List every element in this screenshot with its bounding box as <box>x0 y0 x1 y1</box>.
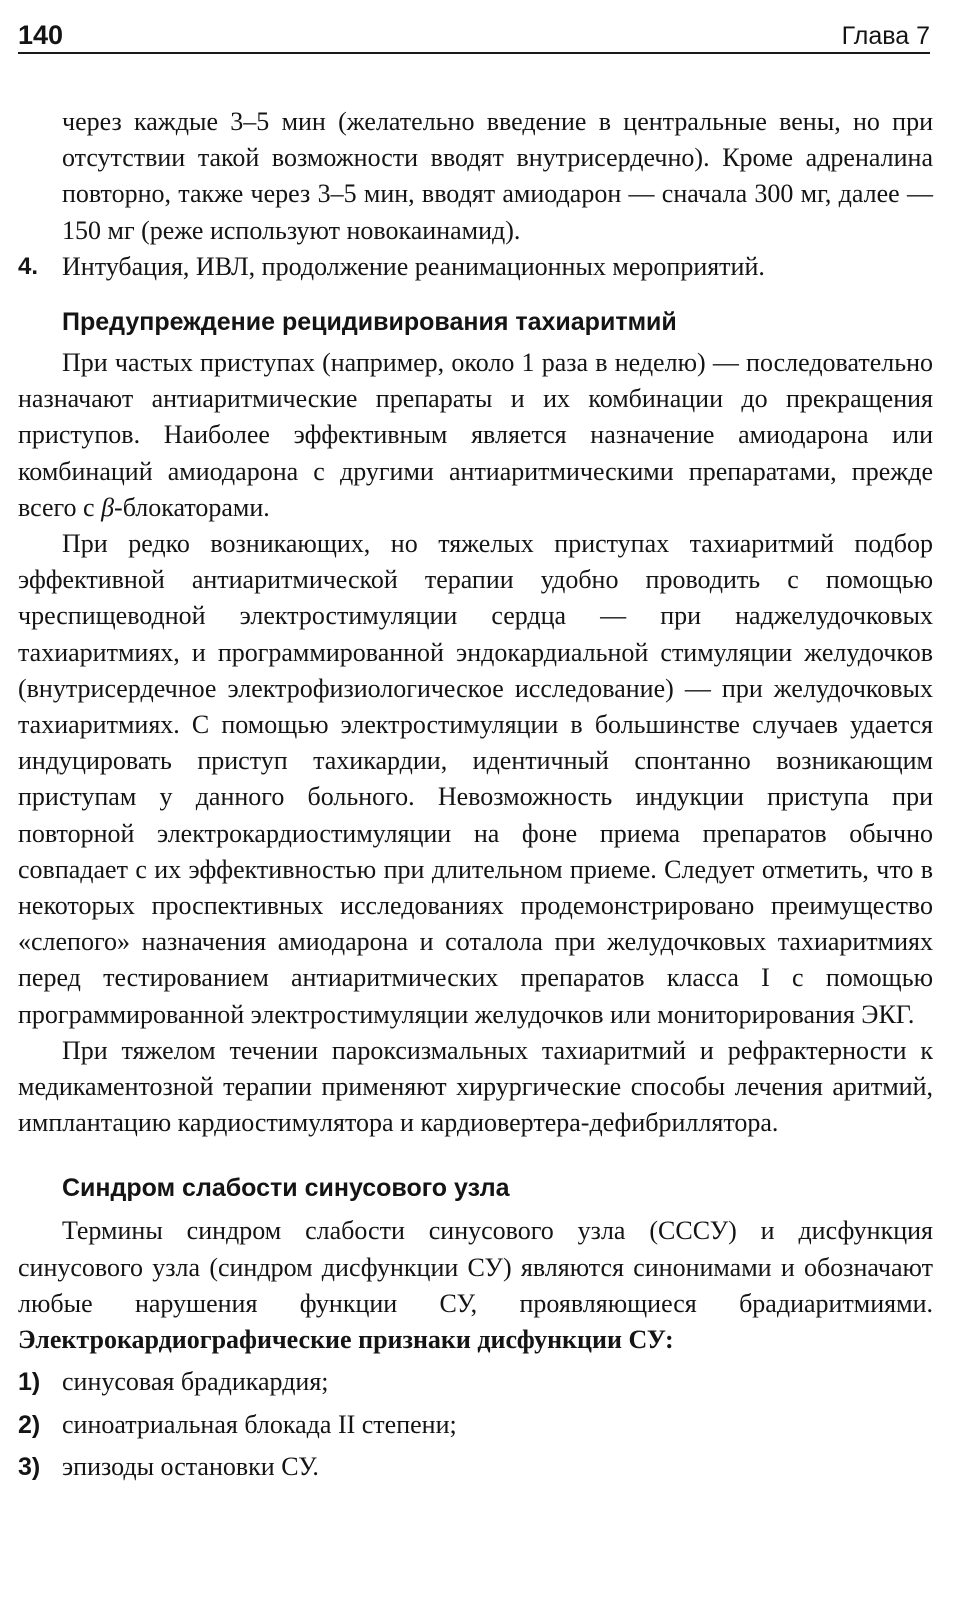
paragraph-rare-attacks: При редко возникающих, но тяжелых приступах тахиаритмий подбор эффективной антиаритмической терапии удобно проводить с помощью чреспищеводной электростимуляции сердца — при наджелудочковых тахиаритмиях, и программированной эндокардиальной стимуляции желудочков (внутрисердечное электрофизиологическое исследование) — при желудочковых тахиаритмиях. С помощью электростимуляции в большинстве случаев удается индуцировать приступ тахикардии, идентичный спонтанно возникающим приступам у данного больного. Невозможность индукции приступа при повторной электрокардиостимуляции на фоне приема препаратов обычно совпадает с их эффективностью при длительном приеме. Следует отметить, что в некоторых проспективных исследованиях продемонстрировано преимущество «слепого» назначения амиодарона и соталола при желудочковых тахиаритмиях перед тестированием антиаритмических препаратов класса I с помощью программированной электростимуляции желудочков или мониторирования ЭКГ. <box>18 529 933 1029</box>
list-item <box>18 1407 933 1443</box>
paragraph-sick-sinus-definition <box>18 1213 933 1358</box>
list-item <box>18 1364 933 1400</box>
paragraph-text: Термины синдром слабости синусового узла (СССУ) и дисфункция синусового узла (синдром дисфункции СУ) являются синонимами и обозначают любые нарушения функции СУ, проявляющиеся брадиаритмиями. <box>18 1216 933 1318</box>
page-content <box>18 104 933 1485</box>
list-item-number: 2) <box>18 1410 41 1439</box>
continued-paragraph: через каждые 3–5 мин (желательно введение в центральные вены, но при отсутствии такой возможности вводят внутрисердечно). Кроме адреналина повторно, также через 3–5 мин, вводят амиодарон — сначала 300 мг, далее — 150 мг (реже используют новокаинамид). <box>62 107 933 245</box>
list-item-text: синусовая брадикардия; <box>62 1367 329 1397</box>
list-item-number: 3) <box>18 1452 41 1481</box>
list-item <box>18 1449 933 1485</box>
section-heading-recurrence: Предупреждение рецидивирования тахиаритмий <box>62 308 677 337</box>
numbered-item-4 <box>18 249 933 285</box>
page-header <box>18 14 930 54</box>
list-item-number: 1) <box>18 1368 41 1397</box>
paragraph-frequent-attacks <box>18 345 933 526</box>
list-item-text: эпизоды остановки СУ. <box>62 1451 319 1481</box>
section-heading-sick-sinus: Синдром слабости синусового узла <box>62 1174 510 1203</box>
beta-symbol: β <box>101 492 115 522</box>
paragraph-text-end: -блокаторами. <box>114 492 270 522</box>
chapter-title: Глава 7 <box>841 22 930 50</box>
bold-phrase-ecg-signs: Электрокардиографические признаки дисфункции СУ: <box>18 1325 674 1355</box>
item-text: Интубация, ИВЛ, продолжение реанимационных мероприятий. <box>62 251 765 281</box>
paragraph-severe-course: При тяжелом течении пароксизмальных тахиаритмий и рефрактерности к медикаментозной терапии применяют хирургические способы лечения аритмий, имплантацию кардиостимулятора и кардиовертера-дефибриллятора. <box>18 1035 933 1138</box>
paragraph-text: При частых приступах (например, около 1 раза в неделю) — последовательно назначают антиаритмические препараты и их комбинации до прекращения приступов. Наиболее эффективным является назначение амиодарона или комбинаций амиодарона с другими антиаритмическими препаратами, прежде всего с <box>18 348 933 522</box>
page-number: 140 <box>18 20 64 50</box>
list-item-text: синоатриальная блокада II степени; <box>62 1409 457 1439</box>
item-number: 4. <box>18 252 39 280</box>
